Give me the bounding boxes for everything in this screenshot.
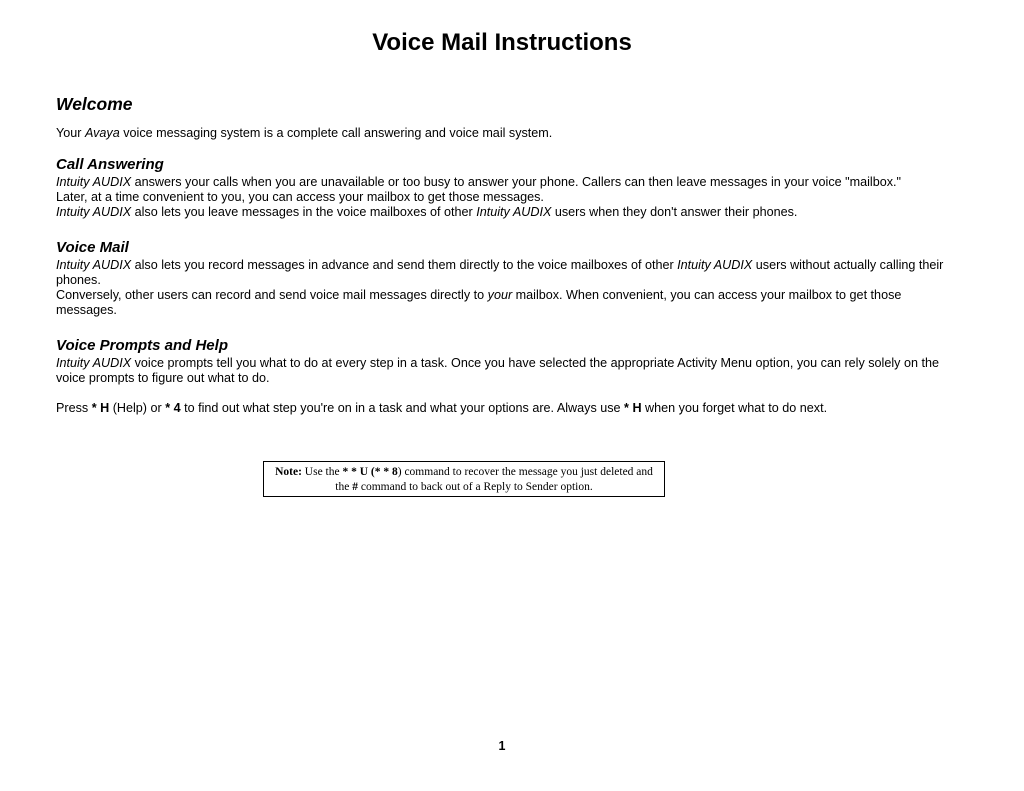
page-title: Voice Mail Instructions <box>372 29 632 56</box>
welcome-heading: Welcome <box>56 94 133 114</box>
call-answering-paragraph: Intuity AUDIX answers your calls when you are unavailable or too busy to answer your phone. Callers can then leave messages in your voice "mailbox." Later, at a time convenient to you, you can access your mailbox to get those messages. Intuity AUDIX also lets you leave messages in the voice mailboxes of other Intuity AUDIX users when they don't answer their phones. <box>56 175 901 219</box>
voice-prompts-paragraph: Intuity AUDIX voice prompts tell you what to do at every step in a task. Once you have selected the appropriate Activity Menu option, you can rely solely on the voice prompts to figure out what to do. <box>56 356 939 385</box>
help-paragraph: Press * H (Help) or * 4 to find out what step you're on in a task and what your options are. Always use * H when you forget what to do next. <box>56 401 828 415</box>
voice-mail-heading: Voice Mail <box>56 239 129 256</box>
call-answering-heading: Call Answering <box>56 156 164 173</box>
welcome-paragraph: Your Avaya voice messaging system is a complete call answering and voice mail system. <box>56 126 553 140</box>
page-number: 1 <box>498 739 506 753</box>
voice-prompts-heading: Voice Prompts and Help <box>56 337 228 354</box>
note-box: Note: Use the * * U (* * 8) command to recover the message you just deleted and the # command to back out of a Reply to Sender option. <box>263 461 665 497</box>
voice-mail-paragraph: Intuity AUDIX also lets you record messages in advance and send them directly to the voice mailboxes of other Intuity AUDIX users without actually calling their phones. Conversely, other users can record and send voice mail messages directly to your mailbox. When convenient, you can access your mailbox to get those messages. <box>56 258 944 317</box>
